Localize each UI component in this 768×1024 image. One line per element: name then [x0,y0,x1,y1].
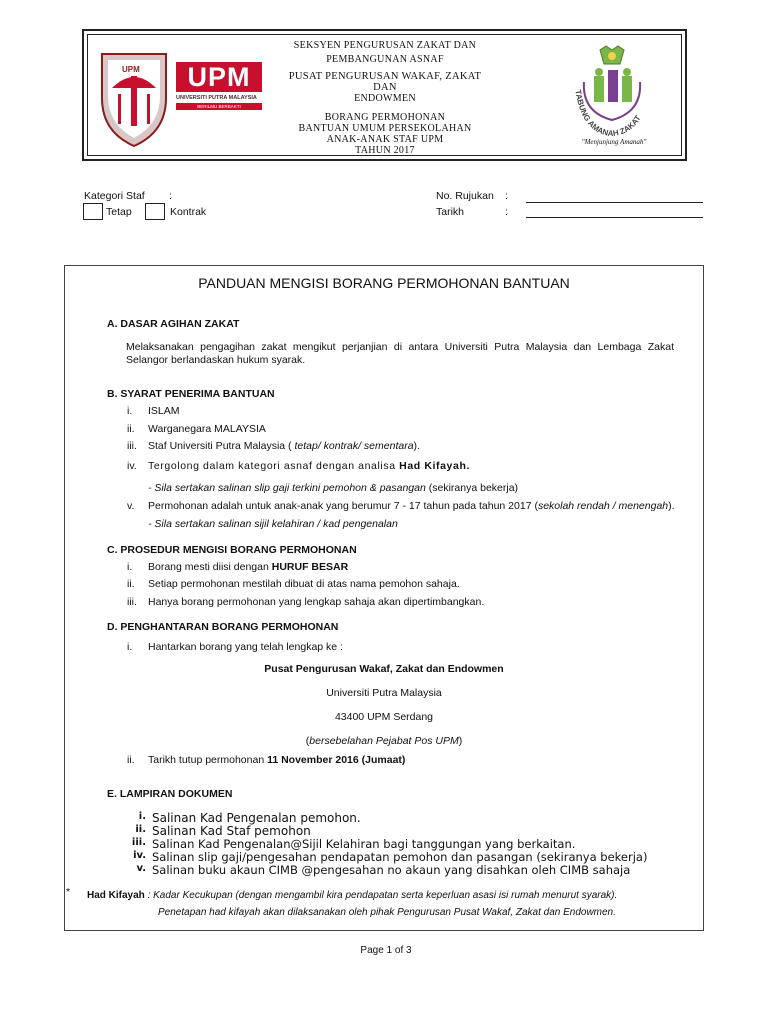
e-item-text: Salinan Kad Pengenalan pemohon. [152,811,361,825]
header-line-4: ENDOWMEN [354,93,416,104]
section-a-text: Melaksanakan pengagihan zakat mengikut perjanjian di antara Universiti Putra Malaysia dan Lembaga Zakat Selangor berlandaskan hukum syarak. [126,341,674,366]
header-line-2: PEMBANGUNAN ASNAF [326,54,444,65]
d-ii-text-b: 11 November 2016 (Jumaat) [267,754,406,766]
svg-text:UPM: UPM [122,65,140,74]
d-address-line-1: Pusat Pengurusan Wakaf, Zakat dan Endowmen [264,663,504,675]
b-iv-text-a: Tergolong dalam kategori asnaf dengan analisa [148,460,400,472]
d-address-line-3: 43400 UPM Serdang [334,711,434,723]
rujukan-colon: : [505,190,508,202]
e-item-text: Salinan Kad Pengenalan@Sijil Kelahiran bagi tanggungan yang berkaitan. [152,837,576,851]
d-i-text: Hantarkan borang yang telah lengkap ke : [148,641,343,653]
tarikh-field[interactable] [526,217,703,218]
c-i-num: i. [127,561,133,573]
e-item-num: v. [136,863,146,874]
d-ii-text-a: Tarikh tutup permohonan [148,754,268,766]
section-d-title: D. PENGHANTARAN BORANG PERMOHONAN [107,621,339,633]
header-line-5: BORANG PERMOHONAN [324,112,446,123]
b-iv-note [148,482,518,495]
c-i-text-b: HURUF BESAR [271,561,349,573]
kontrak-checkbox[interactable] [145,203,165,220]
b-iii-text [148,440,420,453]
no-rujukan-label: No. Rujukan [436,190,494,202]
list-item [110,824,700,837]
b-v-num: v. [127,500,135,512]
e-item-num: ii. [135,824,146,835]
b-iii-text-a: Staf Universiti Putra Malaysia ( [148,440,295,452]
d-address-line-4-text: bersebelahan Pejabat Pos UPM [309,735,459,747]
header-line-7: ANAK-ANAK STAF UPM [326,134,444,145]
d-ii-num: ii. [127,754,135,766]
upm-tagline: BERILMU BERBAKTI [176,103,262,110]
c-ii-text: Setiap permohonan mestilah dibuat di atas nama pemohon sahaja. [148,578,460,590]
e-item-text: Salinan buku akaun CIMB @pengesahan no akaun yang disahkan oleh CIMB sahaja [152,863,631,877]
list-item [110,863,700,876]
kontrak-label: Kontrak [170,206,207,218]
tabung-amanah-zakat-logo [560,42,666,150]
c-ii-num: ii. [127,578,135,590]
tetap-checkbox[interactable] [83,203,103,220]
b-ii-text: Warganegara MALAYSIA [148,423,266,435]
e-item-num: iv. [133,850,146,861]
e-item-text: Salinan Kad Staf pemohon [152,824,311,838]
tabung-motto: "Menjunjung Amanah" [581,138,647,146]
b-iv-note-b: (sekiranya bekerja) [425,482,519,494]
c-i-text-a: Borang mesti diisi dengan [148,561,272,573]
b-v-text-b: sekolah rendah / menengah [537,500,669,512]
b-i-num: i. [127,405,133,417]
note-asterisk: * [66,886,71,898]
b-iii-text-c: ). [413,440,420,452]
guide-title: PANDUAN MENGISI BORANG PERMOHONAN BANTUAN [198,275,570,291]
section-e-title: E. LAMPIRAN DOKUMEN [107,788,233,800]
note-label: Had Kifayah [87,890,145,901]
list-item [110,837,700,850]
list-item [110,850,700,863]
upm-subtitle: UNIVERSITI PUTRA MALAYSIA [176,95,257,101]
b-v-text-a: Permohonan adalah untuk anak-anak yang berumur 7 - 17 tahun pada tahun 2017 ( [148,500,538,512]
section-b-title: B. SYARAT PENERIMA BANTUAN [107,388,275,400]
header-line-8: TAHUN 2017 [355,145,415,156]
list-item [110,811,700,824]
header-line-6: BANTUAN UMUM PERSEKOLAHAN [298,123,472,134]
b-v-note: - Sila sertakan salinan sijil kelahiran / kad pengenalan [148,518,398,530]
c-i-text [148,561,348,574]
note-line-1 [87,889,697,902]
note-text-1: : Kadar Kecukupan (dengan mengambil kira pendapatan serta keperluan asasi isi rumah menurut syarak). [144,890,618,901]
note-line-2: Penetapan had kifayah akan dilaksanakan oleh pihak Pengurusan Pusat Wakaf, Zakat dan Endowmen. [158,907,616,918]
section-a-title: A. DASAR AGIHAN ZAKAT [107,318,240,330]
tarikh-label: Tarikh [436,206,465,218]
tarikh-colon: : [505,206,508,218]
b-iv-text-b: Had Kifayah. [399,460,470,472]
d-i-num: i. [127,641,133,653]
d-ii-text [148,754,405,767]
tabung-arc-text: TABUNG AMANAH ZAKAT [573,89,643,139]
b-iv-num: iv. [127,460,137,472]
b-v-text [148,500,675,513]
d-address-line-4: (bersebelahan Pejabat Pos UPM) [305,735,463,747]
tabung-zakat-emblem-icon [560,42,666,150]
kategori-colon: : [169,190,172,202]
section-c-title: C. PROSEDUR MENGISI BORANG PERMOHONAN [107,544,357,556]
b-iv-text [148,460,470,473]
b-v-text-c: ). [668,500,675,512]
e-items-list [110,811,700,876]
c-iii-text: Hanya borang permohonan yang lengkap sahaja akan dipertimbangkan. [148,596,485,608]
header-text-block [280,40,490,156]
upm-wordmark: UPM [176,62,262,92]
d-address-line-2: Universiti Putra Malaysia [326,687,442,699]
no-rujukan-field[interactable] [526,202,703,203]
header-line-3: PUSAT PENGURUSAN WAKAF, ZAKAT DAN [288,71,482,93]
b-iv-note-a: - Sila sertakan salinan slip gaji terkini pemohon & pasangan [148,482,426,494]
e-item-num: iii. [131,837,146,848]
b-ii-num: ii. [127,423,135,435]
tetap-label: Tetap [106,206,132,218]
c-iii-num: iii. [127,596,137,608]
kategori-staf-label: Kategori Staf [84,190,145,202]
page-number: Page 1 of 3 [360,945,412,956]
b-iii-num: iii. [127,440,137,452]
e-item-text: Salinan slip gaji/pengesahan pendapatan pemohon dan pasangan (sekiranya bekerja) [152,850,648,864]
b-iii-text-b: tetap/ kontrak/ sementara [294,440,414,452]
e-item-num: i. [138,811,146,822]
header-line-1: SEKSYEN PENGURUSAN ZAKAT DAN [293,40,477,51]
b-i-text: ISLAM [148,405,180,417]
